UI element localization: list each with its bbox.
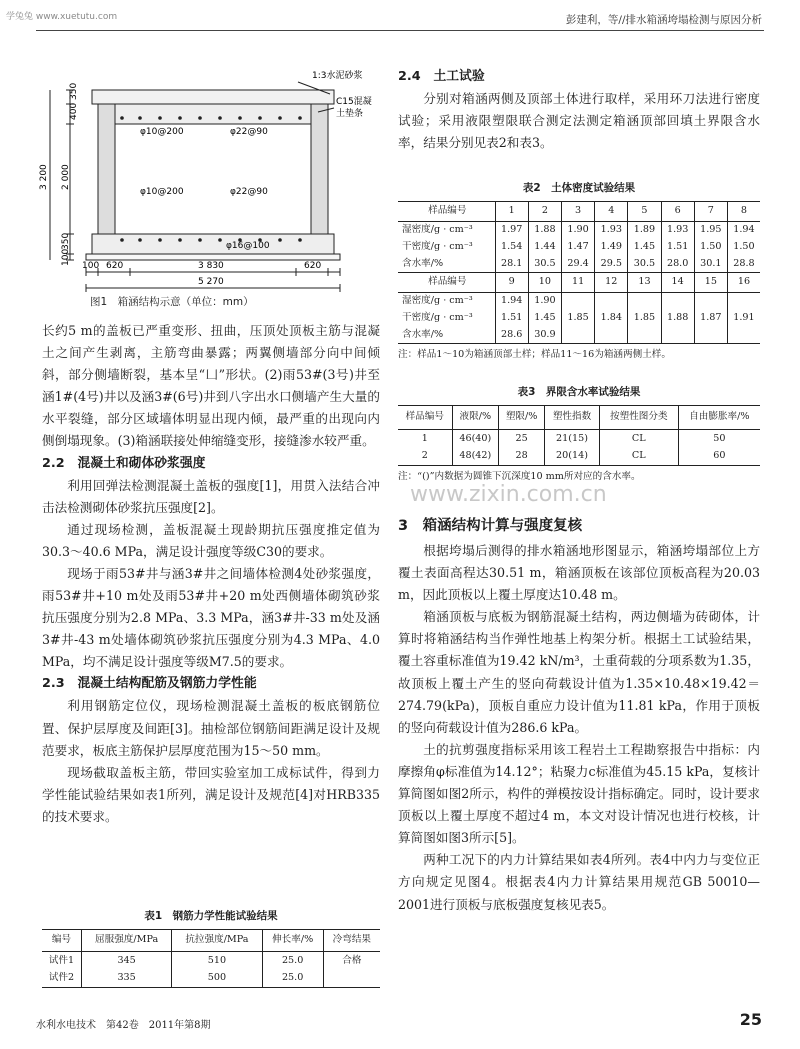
table-header: 14 <box>661 273 694 293</box>
table-cell: 1.93 <box>595 222 628 239</box>
table-cell: 湿密度/g · cm⁻³ <box>398 222 495 239</box>
section-2-4-heading: 2.4 土工试验 <box>398 69 485 84</box>
table-2-note: 注：样品1～10为箱涵顶部土样；样品11～16为箱涵两侧土样。 <box>398 349 671 360</box>
table-cell: 1.94 <box>495 293 528 310</box>
table-header: 13 <box>628 273 661 293</box>
table-cell: 510 <box>172 952 262 970</box>
table-cell: 试件2 <box>42 970 81 988</box>
paragraph: 现场截取盖板主筋，带回实验室加工成标试件，得到力学性能试验结果如表1所列，满足设计及规范[4]对HRB335的技术要求。 <box>42 764 380 824</box>
running-head: 彭建利，等//排水箱涵垮塌检测与原因分析 <box>565 14 762 26</box>
table-row <box>42 952 380 970</box>
table-cell: 1 <box>398 430 452 448</box>
table-cell: 25.0 <box>262 970 323 988</box>
page-number: 25 <box>739 1010 762 1029</box>
table-cell: CL <box>599 448 678 466</box>
table-cell: 1.84 <box>595 293 628 344</box>
table-header: 16 <box>737 276 751 288</box>
dim-100b: 100 <box>82 261 100 271</box>
footer-journal: 水利水电技术 第42卷 2011年第8期 <box>36 1020 211 1031</box>
dim-3830: 3 830 <box>198 261 224 271</box>
table-cell: 含水率/% <box>398 256 495 273</box>
table-cell: 25.0 <box>262 952 323 970</box>
table-row <box>398 430 760 448</box>
figure-1 <box>30 60 390 310</box>
table-cell: 30.5 <box>628 256 661 273</box>
table-cell: 含水率/% <box>398 327 495 344</box>
section-2-3-heading: 2.3 混凝土结构配筋及钢筋力学性能 <box>42 676 257 692</box>
table-1-caption: 表1 钢筋力学性能试验结果 <box>144 910 278 922</box>
table-cell: 1.95 <box>694 222 727 239</box>
table-cell: 1.88 <box>528 222 561 239</box>
table-cell: 21(15) <box>545 430 600 448</box>
paragraph: 根据垮塌后测得的排水箱涵地形图显示，箱涵垮塌部位上方覆土表面高程达30.51 m，箱涵顶板在该部位顶板高程为20.03 m，因此顶板以上覆土厚度达10.48 m。 <box>398 543 760 603</box>
table-header: 5 <box>628 202 661 222</box>
table-header: 11 <box>562 273 595 293</box>
table-cell: 60 <box>713 450 726 461</box>
table-cell: 湿密度/g · cm⁻³ <box>398 293 495 310</box>
dim-350a: 350 <box>69 82 79 100</box>
table-cell: 29.4 <box>562 256 595 273</box>
table-cell: 345 <box>81 952 171 970</box>
table-cell: 1.85 <box>562 293 595 344</box>
section-2-2-heading: 2.2 混凝土和砌体砂浆强度 <box>42 455 206 471</box>
table-cell <box>323 970 380 988</box>
paragraph: 现场于雨53#井与涵3#井之间墙体检测4处砂浆强度，雨53#井+10 m处及雨53#井+20 m处西侧墙体砌筑砂浆抗压强度分别为2.8 MPa、3.3 MPa，涵3#井-33 m处及涵3#井-43 m处墙体砌筑砂浆抗压强度分别为4.3 MPa、4.0 MPa，均不满足设计强度等级M7.5的要求。 <box>42 565 380 670</box>
table-header: 塑性指数 <box>545 406 600 430</box>
box-culvert-diagram <box>30 60 390 300</box>
paragraph: 通过现场检测，盖板混凝土现龄期抗压强度推定值为30.3～40.6 MPa，满足设计强度等级C30的要求。 <box>42 521 380 559</box>
table-cell: 1.97 <box>495 222 528 239</box>
left-column <box>42 320 380 828</box>
table-cell: 2 <box>398 448 452 466</box>
table-cell: 28.1 <box>495 256 528 273</box>
label-rebar-5: φ16@100 <box>226 241 270 251</box>
dim-620b: 620 <box>304 261 322 271</box>
table-header: 1 <box>495 202 528 222</box>
label-cushion: 土垫条 <box>336 109 364 119</box>
table-cell: 30.9 <box>528 327 561 344</box>
table-header: 抗拉强度/MPa <box>172 930 262 952</box>
table-row <box>42 970 380 988</box>
table-header: 样品编号 <box>398 202 495 222</box>
table-cell: 30.1 <box>694 256 727 273</box>
table-1 <box>42 908 380 988</box>
table-cell: 1.50 <box>733 240 755 252</box>
table-cell: 28.6 <box>495 327 528 344</box>
dim-400: 400 <box>69 102 79 120</box>
table-cell: 1.90 <box>562 222 595 239</box>
table-header: 样品编号 <box>398 406 452 430</box>
dim-2000: 2 000 <box>61 164 71 190</box>
table-cell: 合格 <box>342 954 362 966</box>
table-cell: 28.0 <box>661 256 694 273</box>
table-cell: 46(40) <box>452 430 499 448</box>
table-header: 10 <box>528 273 561 293</box>
table-header: 8 <box>740 205 748 217</box>
label-rebar-1: φ10@200 <box>140 127 184 137</box>
dim-350b: 350 <box>61 232 71 250</box>
table-header: 3 <box>562 202 595 222</box>
table-header: 样品编号 <box>398 273 495 293</box>
table-3-note: 注：“()”内数据为圆锥下沉深度10 mm所对应的含水率。 <box>398 471 641 482</box>
table-row <box>398 222 760 239</box>
paragraph: 两种工况下的内力计算结果如表4所列。表4中内力与变位正方向规定见图4。根据表4内力计算结果用规范GB 50010—2001进行顶板与底板强度复核见表5。 <box>398 852 760 912</box>
table-cell: 干密度/g · cm⁻³ <box>398 310 495 327</box>
table-row <box>398 448 760 466</box>
table-header: 9 <box>495 273 528 293</box>
table-header: 2 <box>528 202 561 222</box>
table-cell: 28 <box>499 448 545 466</box>
table-cell: 1.45 <box>528 310 561 327</box>
table-cell: 1.94 <box>733 224 755 235</box>
table-cell: 500 <box>172 970 262 988</box>
paragraph: 箱涵顶板与底板为钢筋混凝土结构，两边侧墙为砖砌体，计算时将箱涵结构当作弹性地基上构架分析。根据土工试验结果，覆土容重标准值为19.42 kN/m³，土重荷载的分项系数为1.35，故顶板上覆土产生的竖向荷载设计值为1.35×10.48×19.42＝274.79(kPa)，顶板自重应力设计值为11.81 kPa，作用于顶板的竖向荷载设计值为286.6 kPa。 <box>398 609 760 735</box>
dim-5270: 5 270 <box>198 277 224 287</box>
paragraph: 分别对箱涵两侧及顶部土体进行取样，采用环刀法进行密度试验；采用液限塑限联合测定法测定箱涵顶部回填土界限含水率，结果分别见表2和表3。 <box>398 91 760 151</box>
paragraph: 长约5 m的盖板已严重变形、扭曲，压顶处顶板主筋与混凝土之间产生剥离，主筋弯曲暴露；两翼侧墙部分向中间倾斜，部分侧墙断裂，基本呈“凵”形状。(2)雨53#(3号)井至涵1#(4号)井以及涵3#(6号)井到八字出水口侧墙产生大量的水平裂缝，部分区域墙体明显出现内倾，最严重的出现向内侧倒塌现象。(3)箱涵联接处伸缩缝变形，接缝渗水较严重。 <box>42 323 380 449</box>
table-header: 编号 <box>42 930 81 952</box>
table-cell: 29.5 <box>595 256 628 273</box>
section-3 <box>398 512 760 916</box>
table-cell: 1.49 <box>595 239 628 256</box>
dim-620a: 620 <box>106 261 124 271</box>
paragraph: 利用回弹法检测混凝土盖板的强度[1]，用贯入法结合冲击法检测砌体砂浆抗压强度[2]。 <box>42 477 380 515</box>
table-header: 6 <box>661 202 694 222</box>
table-cell: 1.89 <box>628 222 661 239</box>
label-rebar-4: φ22@90 <box>230 187 268 197</box>
table-header: 7 <box>694 202 727 222</box>
label-concrete: C15混凝 <box>336 97 372 107</box>
table-cell: 48(42) <box>452 448 499 466</box>
table-cell: 50 <box>713 432 726 444</box>
table-cell: 1.91 <box>733 311 755 323</box>
table-header: 4 <box>595 202 628 222</box>
right-column-top <box>398 66 760 154</box>
table-cell: 1.54 <box>495 239 528 256</box>
table-cell: 20(14) <box>545 448 600 466</box>
table-header: 12 <box>595 273 628 293</box>
table-3-grid <box>398 405 760 466</box>
figure-1-caption: 图1 箱涵结构示意（单位：mm） <box>90 296 254 308</box>
table-cell: 1.50 <box>694 239 727 256</box>
paragraph: 利用钢筋定位仪，现场检测混凝土盖板的板底钢筋位置、保护层厚度及间距[3]。抽检部位钢筋间距满足设计及规范要求，板底主筋保护层厚度范围为15～50 mm。 <box>42 698 380 758</box>
table-2-caption: 表2 土体密度试验结果 <box>522 182 636 194</box>
table-cell: 28.8 <box>733 257 755 269</box>
table-header: 塑限/% <box>499 406 545 430</box>
table-cell: CL <box>599 430 678 448</box>
dim-100: 100 <box>61 248 71 266</box>
table-2-grid <box>398 201 760 344</box>
header-rule <box>36 30 764 31</box>
table-cell: 干密度/g · cm⁻³ <box>398 239 495 256</box>
table-header: 冷弯结果 <box>323 930 380 952</box>
table-header: 15 <box>694 273 727 293</box>
paragraph: 土的抗剪强度指标采用该工程岩土工程勘察报告中指标：内摩擦角φ标准值为14.12°；粘聚力c标准值为45.15 kPa，复核计算简图如图2所示，构件的弹模按设计指标确定。同时，设计要求顶板以上覆土厚度不超过4 m，本文对设计情况也进行校核，计算简图如图3所示[5]。 <box>398 741 760 846</box>
dim-3200: 3 200 <box>39 164 49 190</box>
table-cell: 1.87 <box>694 293 727 344</box>
table-cell: 1.93 <box>661 222 694 239</box>
watermark: 学兔兔 www.xuetutu.com <box>6 12 118 22</box>
table-cell: 1.85 <box>628 293 661 344</box>
table-cell: 335 <box>81 970 171 988</box>
table-cell: 1.44 <box>528 239 561 256</box>
section-3-heading: 3 箱涵结构计算与强度复核 <box>398 518 583 534</box>
table-header: 屈服强度/MPa <box>81 930 171 952</box>
table-cell: 1.51 <box>495 310 528 327</box>
table-3-caption: 表3 界限含水率试验结果 <box>517 386 641 398</box>
table-cell: 25 <box>499 430 545 448</box>
table-cell: 试件1 <box>42 952 81 970</box>
table-header: 自由膨胀率/% <box>678 406 760 430</box>
label-mortar: 1:3水泥砂浆 <box>312 71 363 81</box>
table-row <box>398 293 760 310</box>
table-2 <box>398 180 760 362</box>
table-1-grid <box>42 929 380 988</box>
watermark-2: www.zixin.com.cn <box>410 482 607 507</box>
table-cell: 1.90 <box>528 293 561 310</box>
table-row <box>398 239 760 256</box>
table-3 <box>398 384 760 484</box>
table-cell: 1.45 <box>628 239 661 256</box>
table-cell: 1.47 <box>562 239 595 256</box>
label-rebar-2: φ22@90 <box>230 127 268 137</box>
table-row <box>398 256 760 273</box>
table-cell: 1.88 <box>661 293 694 344</box>
table-cell: 1.51 <box>661 239 694 256</box>
table-header: 伸长率/% <box>262 930 323 952</box>
table-header: 按塑性图分类 <box>599 406 678 430</box>
table-cell: 30.5 <box>528 256 561 273</box>
table-header: 液限/% <box>452 406 499 430</box>
label-rebar-3: φ10@200 <box>140 187 184 197</box>
